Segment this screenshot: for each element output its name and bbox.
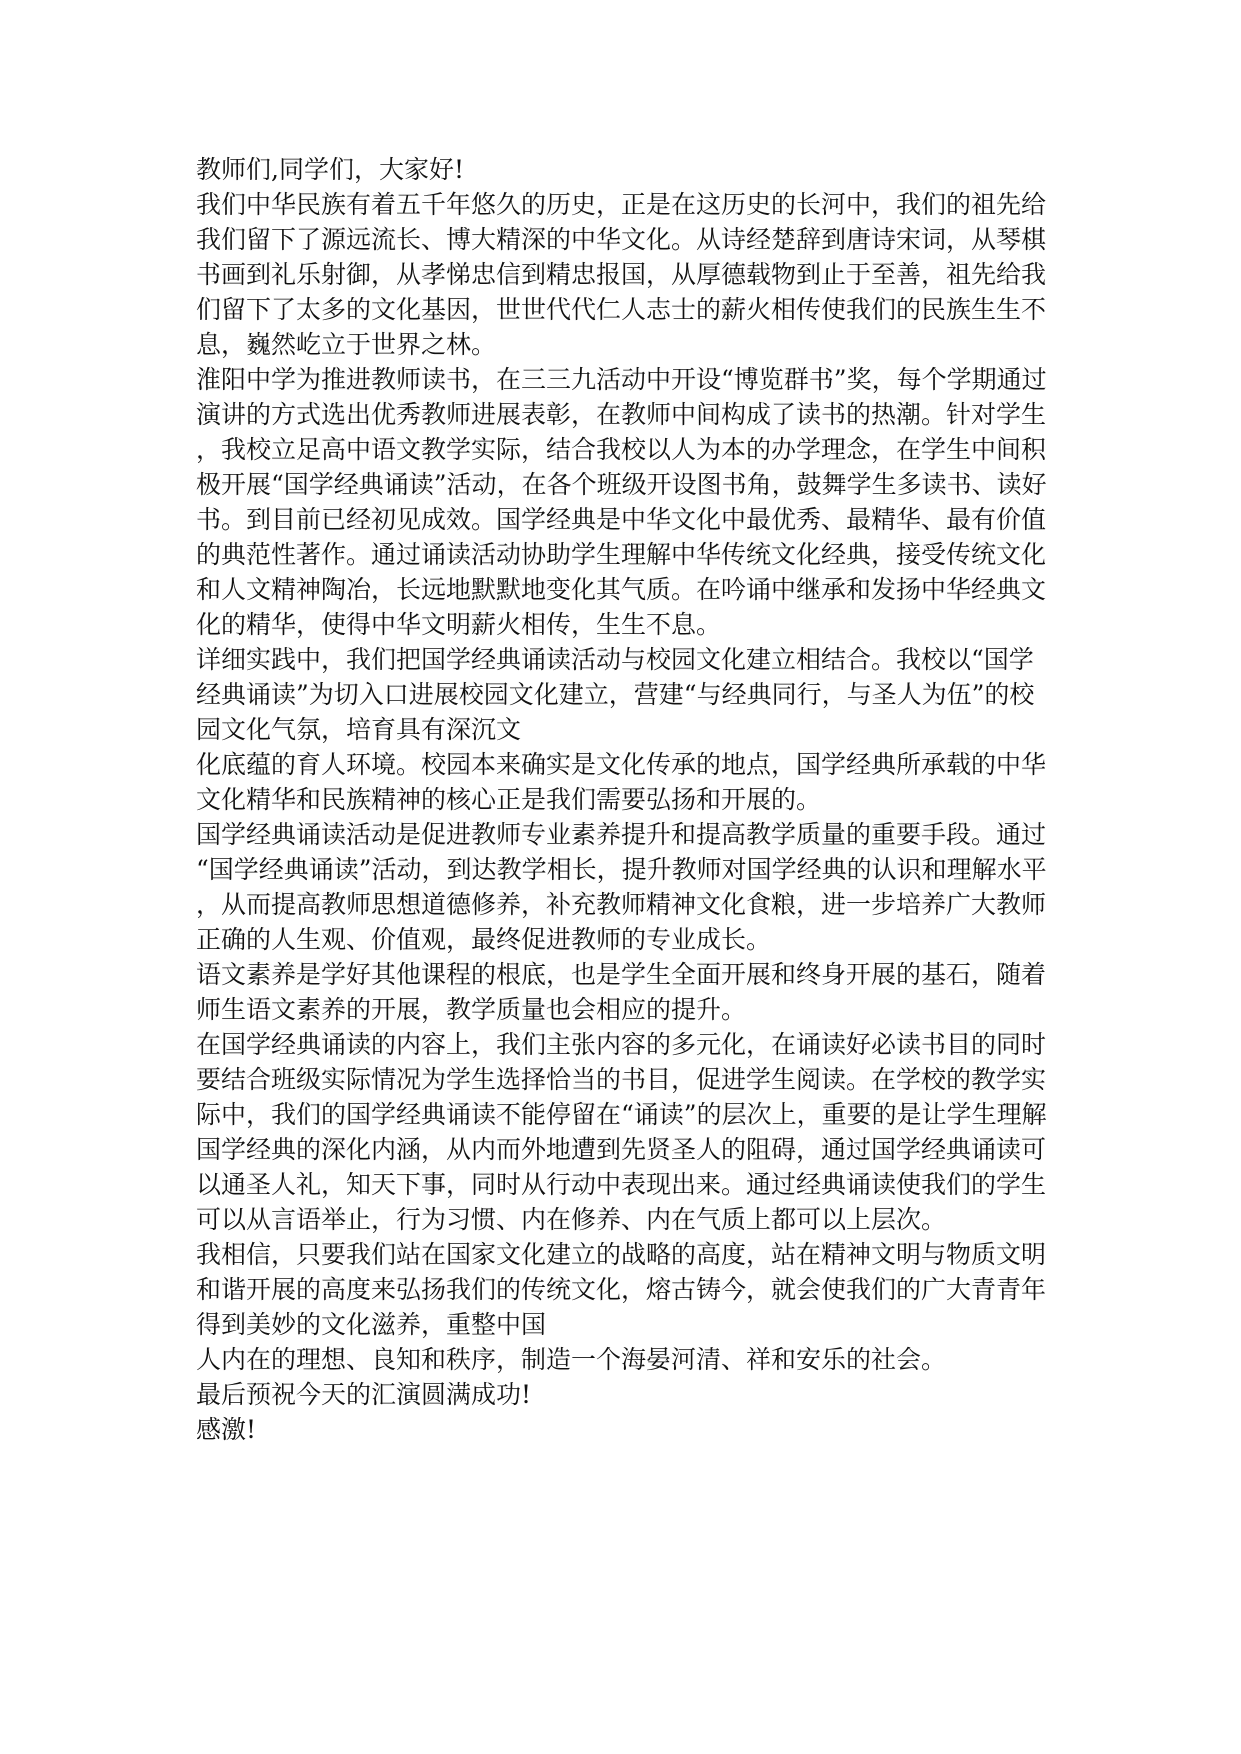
text-line: 文化精华和民族精神的核心正是我们需要弘扬和开展的。 — [196, 785, 822, 814]
text-line: 极开展“国学经典诵读”活动，在各个班级开设图书角，鼓舞学生多读书、读好 — [196, 470, 1047, 499]
text-line: 和人文精神陶冶，长远地默默地变化其气质。在吟诵中继承和发扬中华经典文 — [196, 575, 1047, 604]
text-line: 和谐开展的高度来弘扬我们的传统文化，熔古铸今，就会使我们的广大青青年 — [196, 1275, 1047, 1304]
text-line: 化的精华，使得中华文明薪火相传，生生不息。 — [196, 610, 722, 639]
text-line: 我们中华民族有着五千年悠久的历史，正是在这历史的长河中，我们的祖先给 — [196, 190, 1047, 219]
text-line: 我相信，只要我们站在国家文化建立的战略的高度，站在精神文明与物质文明 — [196, 1240, 1047, 1269]
text-line: 正确的人生观、价值观，最终促进教师的专业成长。 — [196, 925, 772, 954]
text-line: 师生语文素养的开展，教学质量也会相应的提升。 — [196, 995, 747, 1024]
text-line: 在国学经典诵读的内容上，我们主张内容的多元化，在诵读好必读书目的同时 — [196, 1030, 1047, 1059]
text-line: 以通圣人礼，知天下事，同时从行动中表现出来。通过经典诵读使我们的学生 — [196, 1170, 1047, 1199]
text-line: 要结合班级实际情况为学生选择恰当的书目，促进学生阅读。在学校的教学实 — [196, 1065, 1047, 1094]
text-line: 可以从言语举止，行为习惯、内在修养、内在气质上都可以上层次。 — [196, 1205, 947, 1234]
text-line: 息，巍然屹立于世界之林。 — [196, 330, 497, 359]
text-line: 书。到目前已经初见成效。国学经典是中华文化中最优秀、最精华、最有价值 — [196, 505, 1047, 534]
text-line: 化底蕴的育人环境。校园本来确实是文化传承的地点，国学经典所承载的中华 — [196, 750, 1047, 779]
text-line: 详细实践中，我们把国学经典诵读活动与校园文化建立相结合。我校以“国学 — [196, 645, 1034, 674]
text-line: 的典范性著作。通过诵读活动协助学生理解中华传统文化经典，接受传统文化 — [196, 540, 1047, 569]
closing-wish-line: 最后预祝今天的汇演圆满成功! — [196, 1380, 532, 1409]
document-body — [196, 152, 1056, 1447]
text-line: 际中，我们的国学经典诵读不能停留在“诵读”的层次上，重要的是让学生理解 — [196, 1100, 1047, 1129]
text-line: 经典诵读”为切入口进展校园文化建立，营建“与经典同行，与圣人为伍”的校 — [196, 680, 1035, 709]
text-line: 淮阳中学为推进教师读书，在三三九活动中开设“博览群书”奖，每个学期通过 — [196, 365, 1047, 394]
text-line: 国学经典的深化内涵，从内而外地遭到先贤圣人的阻碍，通过国学经典诵读可 — [196, 1135, 1047, 1164]
text-line: 我们留下了源远流长、博大精深的中华文化。从诗经楚辞到唐诗宋词，从琴棋 — [196, 225, 1047, 254]
text-line: ，从而提高教师思想道德修养，补充教师精神文化食粮，进一步培养广大教师 — [196, 890, 1047, 919]
text-line: 国学经典诵读活动是促进教师专业素养提升和提高教学质量的重要手段。通过 — [196, 820, 1047, 849]
text-line: “国学经典诵读”活动，到达教学相长，提升教师对国学经典的认识和理解水平 — [196, 855, 1047, 884]
text-line: 语文素养是学好其他课程的根底，也是学生全面开展和终身开展的基石，随着 — [196, 960, 1047, 989]
thanks-line: 感激! — [196, 1415, 257, 1444]
text-line: 书画到礼乐射御，从孝悌忠信到精忠报国，从厚德载物到止于至善，祖先给我 — [196, 260, 1047, 289]
greeting-line: 教师们,同学们，大家好! — [196, 155, 464, 184]
text-line: ，我校立足高中语文教学实际，结合我校以人为本的办学理念，在学生中间积 — [196, 435, 1047, 464]
text-line: 演讲的方式选出优秀教师进展表彰，在教师中间构成了读书的热潮。针对学生 — [196, 400, 1047, 429]
text-line: 人内在的理想、良知和秩序，制造一个海晏河清、祥和安乐的社会。 — [196, 1345, 947, 1374]
text-line: 园文化气氛，培育具有深沉文 — [196, 715, 522, 744]
text-line: 得到美妙的文化滋养，重整中国 — [196, 1310, 547, 1339]
text-line: 们留下了太多的文化基因，世世代代仁人志士的薪火相传使我们的民族生生不 — [196, 295, 1047, 324]
